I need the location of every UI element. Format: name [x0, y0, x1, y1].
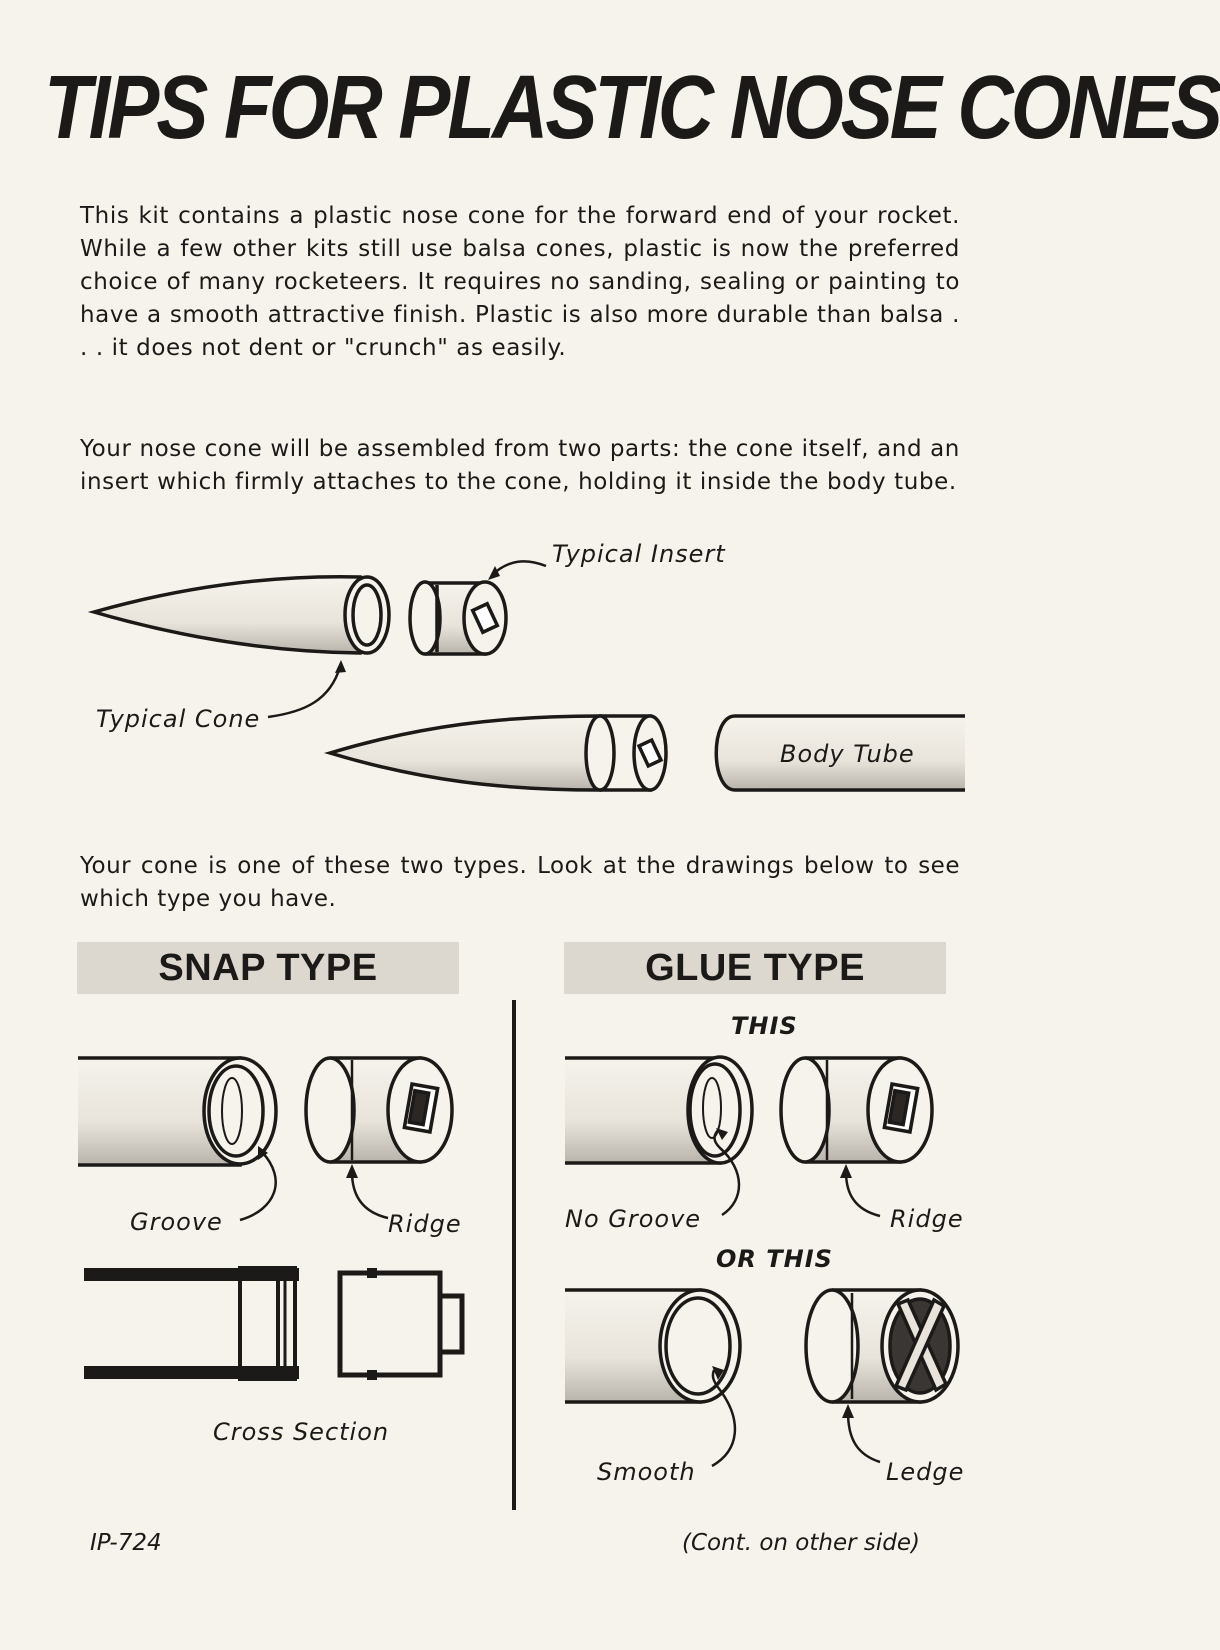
ledge-leader-arrow	[848, 1412, 880, 1462]
no-groove-label: No Groove	[565, 1205, 702, 1233]
cross-section-drawing	[84, 1268, 462, 1380]
continued-note: (Cont. on other side)	[682, 1530, 920, 1556]
body-tube-label: Body Tube	[780, 740, 915, 768]
snap-ridge-label: Ridge	[388, 1210, 462, 1238]
typical-cone-label: Typical Cone	[96, 705, 261, 733]
insert-leader-arrow	[492, 561, 546, 575]
snap-insert-drawing	[306, 1058, 452, 1162]
smooth-tube-drawing	[565, 1290, 740, 1402]
smooth-label: Smooth	[597, 1458, 696, 1486]
typical-cone-drawing	[94, 577, 389, 653]
glue-type-heading: GLUE TYPE	[564, 942, 946, 994]
typical-insert-label: Typical Insert	[552, 540, 726, 568]
cone-leader-arrow	[268, 667, 340, 717]
types-paragraph: Your cone is one of these two types. Look at the drawings below to see which type you have.	[80, 853, 960, 912]
snap-type-heading: SNAP TYPE	[77, 942, 459, 994]
assembled-cone-drawing	[330, 716, 666, 790]
snap-ridge-leader-arrow	[352, 1172, 388, 1218]
glue-ridge-label: Ridge	[890, 1205, 964, 1233]
document-code: IP-724	[90, 1530, 162, 1556]
intro-paragraph: This kit contains a plastic nose cone for the forward end of your rocket. While a few other kits still use balsa cones, plastic is now the preferred choice of many rocketeers. It requires no sanding, sealing or painting to have a smooth attractive finish. Plastic is also more durable than balsa . . . it does not dent or "crunch" as easily.	[80, 203, 960, 361]
glue-insert-drawing	[781, 1058, 932, 1162]
cross-section-label: Cross Section	[213, 1418, 390, 1446]
glue-tube-drawing	[565, 1057, 752, 1163]
glue-ridge-leader-arrow	[846, 1172, 880, 1216]
assembly-paragraph: Your nose cone will be assembled from two parts: the cone itself, and an insert which firmly attaches to the cone, holding it inside the body tube.	[80, 436, 960, 495]
groove-label: Groove	[130, 1208, 223, 1236]
ledge-insert-drawing	[806, 1290, 958, 1402]
snap-tube-drawing	[78, 1058, 276, 1165]
ledge-label: Ledge	[886, 1458, 965, 1486]
this-label: THIS	[731, 1012, 798, 1040]
typical-insert-drawing	[410, 582, 506, 654]
or-this-label: OR THIS	[716, 1245, 833, 1273]
page-title: TIPS FOR PLASTIC NOSE CONES	[44, 56, 1220, 158]
